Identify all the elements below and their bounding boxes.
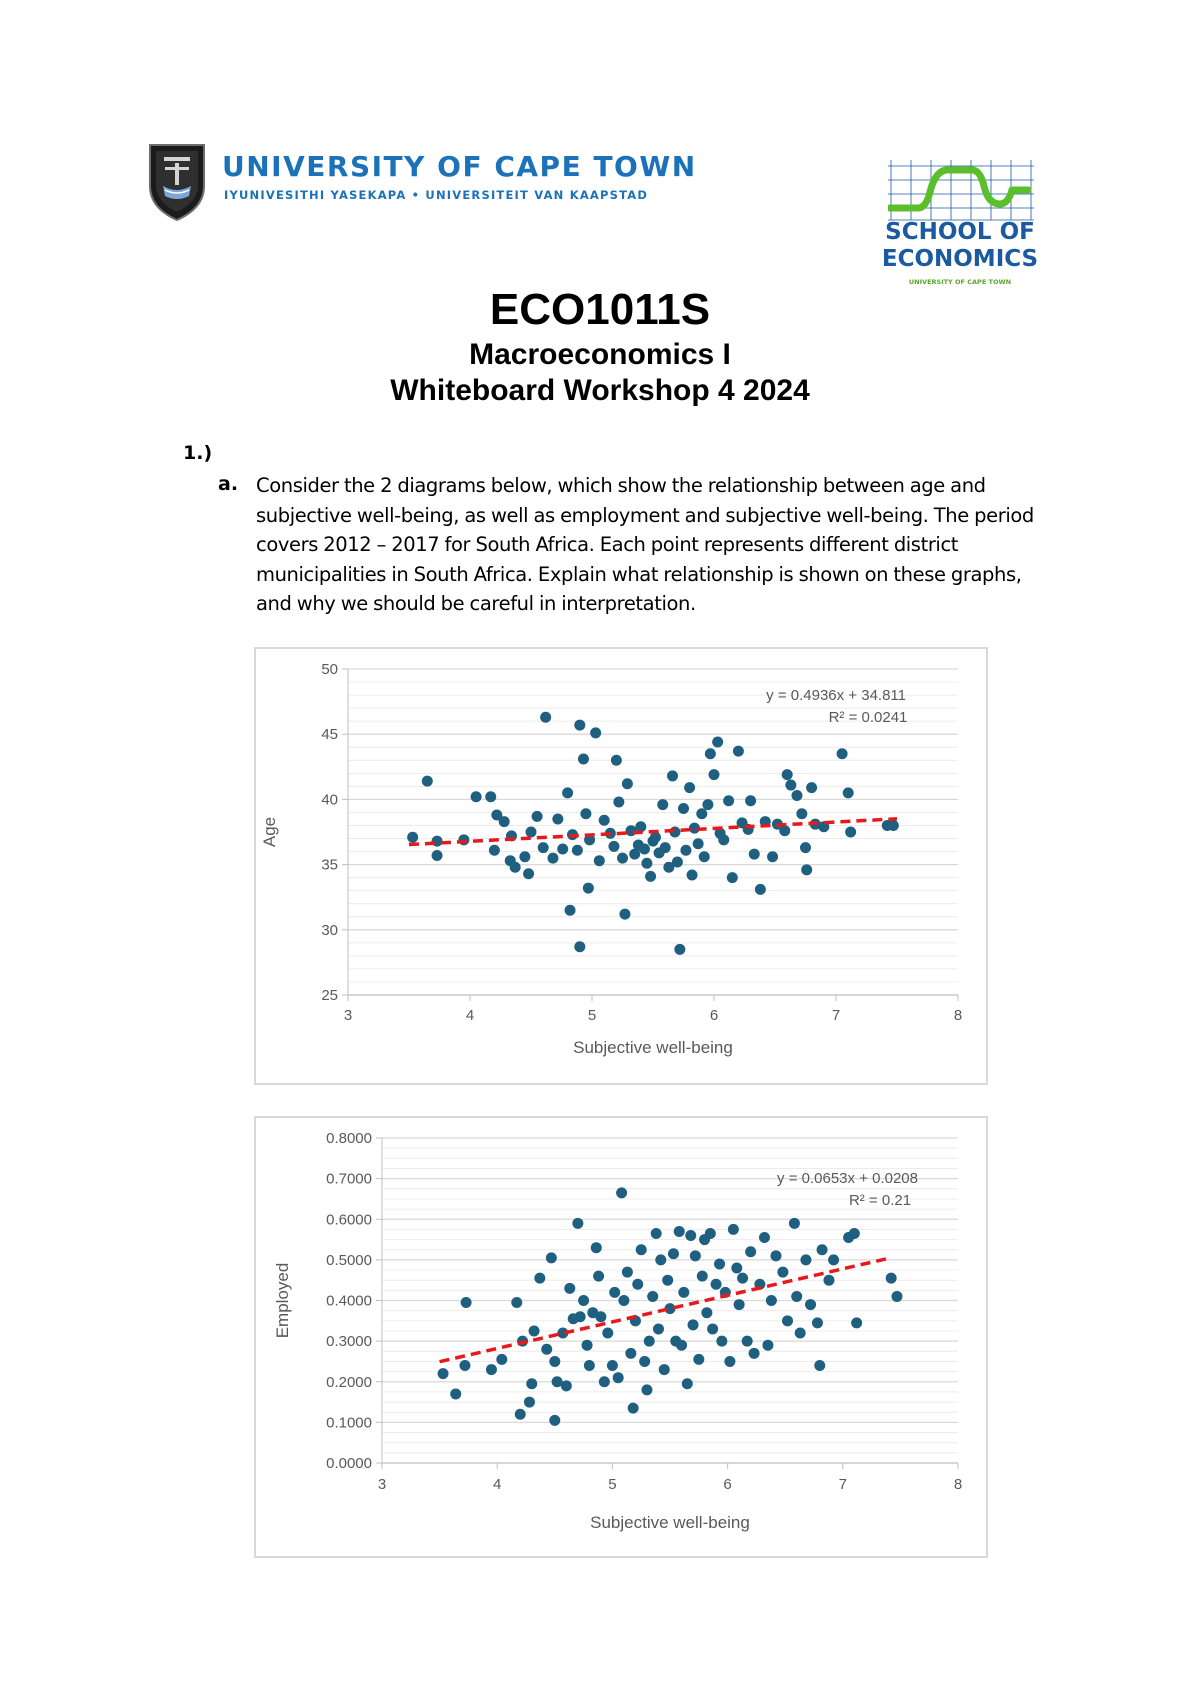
data-point [770, 1250, 781, 1261]
data-point [594, 855, 605, 866]
data-point [705, 748, 716, 759]
data-point [705, 1228, 716, 1239]
data-point [616, 1187, 627, 1198]
data-point [800, 842, 811, 853]
y-tick-label: 40 [321, 791, 338, 809]
soe-logo [888, 156, 1034, 228]
data-point [622, 778, 633, 789]
data-point [486, 1364, 497, 1375]
data-point [742, 1336, 753, 1347]
x-tick-label: 7 [838, 1476, 847, 1493]
data-point [628, 1403, 639, 1414]
data-point [674, 944, 685, 955]
data-point [687, 870, 698, 881]
data-point [499, 816, 510, 827]
r-squared-label: R² = 0.0241 [828, 709, 908, 726]
data-point [438, 1368, 449, 1379]
data-point [718, 834, 729, 845]
y-tick-label: 30 [321, 921, 338, 939]
data-point [806, 782, 817, 793]
x-tick-label: 3 [343, 1007, 353, 1024]
data-point [674, 1226, 685, 1237]
data-point [578, 753, 589, 764]
data-point [696, 808, 707, 819]
x-tick-label: 8 [953, 1007, 963, 1024]
data-point [526, 1378, 537, 1389]
data-point [645, 871, 656, 882]
workshop-title: Whiteboard Workshop 4 2024 [390, 374, 810, 407]
y-tick-label: 0.3000 [326, 1333, 372, 1351]
x-axis-title: Subjective well-being [573, 1038, 733, 1057]
data-point [422, 776, 433, 787]
data-point [590, 727, 601, 738]
y-axis-title: Age [260, 816, 279, 848]
data-point [471, 791, 482, 802]
data-point [608, 841, 619, 852]
data-point [791, 1291, 802, 1302]
data-point [851, 1317, 862, 1328]
data-point [524, 1397, 535, 1408]
data-point [801, 864, 812, 875]
data-point [779, 825, 790, 836]
data-point [595, 1311, 606, 1322]
data-point [805, 1299, 816, 1310]
data-point [712, 737, 723, 748]
employed-chart-frame [254, 1116, 988, 1558]
data-point [532, 811, 543, 822]
data-point [749, 1348, 760, 1359]
data-point [668, 1248, 679, 1259]
data-point [547, 853, 558, 864]
data-point [613, 1372, 624, 1383]
data-point [602, 1328, 613, 1339]
data-point [599, 1376, 610, 1387]
course-name: Macroeconomics I [469, 338, 731, 371]
data-point [678, 1287, 689, 1298]
data-point [549, 1356, 560, 1367]
data-point [549, 1415, 560, 1426]
data-point [572, 1218, 583, 1229]
data-point [432, 850, 443, 861]
data-point [510, 862, 521, 873]
data-point [565, 905, 576, 916]
data-point [789, 1218, 800, 1229]
trendline [440, 1258, 889, 1361]
data-point [609, 1287, 620, 1298]
data-point [791, 790, 802, 801]
data-point [618, 1295, 629, 1306]
data-point [519, 851, 530, 862]
data-point [538, 842, 549, 853]
data-point [759, 1232, 770, 1243]
y-tick-label: 35 [321, 856, 338, 874]
data-point [529, 1325, 540, 1336]
data-point [540, 712, 551, 723]
data-point [583, 883, 594, 894]
data-point [785, 780, 796, 791]
data-point [461, 1297, 472, 1308]
data-point [617, 853, 628, 864]
trend-equation: y = 0.4936x + 34.811 [766, 687, 906, 704]
data-point [622, 1267, 633, 1278]
data-point [641, 1384, 652, 1395]
data-point [647, 1291, 658, 1302]
data-point [450, 1388, 461, 1399]
data-point [523, 868, 534, 879]
y-tick-label: 50 [321, 661, 338, 678]
data-point [526, 827, 537, 838]
data-point [407, 832, 418, 843]
data-point [685, 1230, 696, 1241]
data-point [678, 803, 689, 814]
data-point [749, 849, 760, 860]
data-point [711, 1279, 722, 1290]
data-point [886, 1273, 897, 1284]
data-point [575, 1311, 586, 1322]
data-point [755, 884, 766, 895]
data-point [690, 1250, 701, 1261]
y-tick-label: 0.2000 [326, 1373, 372, 1391]
age-chart-frame [254, 647, 988, 1085]
data-point [782, 1315, 793, 1326]
x-tick-label: 5 [587, 1007, 597, 1024]
data-point [823, 1275, 834, 1286]
data-point [489, 845, 500, 856]
x-tick-label: 4 [493, 1476, 502, 1493]
data-point [561, 1380, 572, 1391]
x-tick-label: 6 [723, 1476, 732, 1493]
r-squared-label: R² = 0.21 [848, 1192, 912, 1209]
y-tick-label: 45 [321, 726, 338, 744]
data-point [676, 1340, 687, 1351]
data-point [795, 1328, 806, 1339]
data-point [682, 1378, 693, 1389]
data-point [639, 1356, 650, 1367]
uct-logo [147, 142, 207, 222]
soe-graph-icon [888, 156, 1034, 228]
data-point [639, 843, 650, 854]
age-scatter-chart [256, 649, 986, 1083]
x-tick-label: 4 [465, 1007, 475, 1024]
data-point [891, 1291, 902, 1302]
data-point [777, 1267, 788, 1278]
data-point [762, 1340, 773, 1351]
data-point [552, 813, 563, 824]
data-point [800, 1254, 811, 1265]
data-point [599, 815, 610, 826]
data-point [688, 1319, 699, 1330]
data-point [562, 787, 573, 798]
data-point [578, 1295, 589, 1306]
data-point [888, 820, 899, 831]
data-point [546, 1252, 557, 1263]
data-point [849, 1228, 860, 1239]
data-point [684, 782, 695, 793]
data-point [697, 1271, 708, 1282]
y-tick-label: 0.5000 [326, 1251, 372, 1269]
data-point [693, 1354, 704, 1365]
data-point [625, 1348, 636, 1359]
data-point [733, 746, 744, 757]
question-text: Consider the 2 diagrams below, which show the relationship between age and subjective well-being, as well as employment and subjective well-being. The period covers 2012 – 2017 for South Africa. Each point represents different district municipalities in South Africa. Explain what relationship is shown on these graphs, and why we should be careful in interpretation. [256, 474, 1034, 615]
data-point [574, 720, 585, 731]
data-point [845, 827, 856, 838]
data-point [707, 1323, 718, 1334]
data-point [626, 825, 637, 836]
data-point [724, 1356, 735, 1367]
data-point [714, 1258, 725, 1269]
data-point [613, 797, 624, 808]
data-point [812, 1317, 823, 1328]
data-point [485, 791, 496, 802]
question-letter: a. [218, 473, 239, 495]
data-point [611, 755, 622, 766]
data-point [607, 1360, 618, 1371]
y-tick-label: 0.4000 [326, 1292, 372, 1310]
data-point [657, 799, 668, 810]
data-point [644, 1336, 655, 1347]
data-point [582, 1340, 593, 1351]
data-point [843, 787, 854, 798]
soe-subtitle: UNIVERSITY OF CAPE TOWN [908, 278, 1012, 286]
data-point [662, 1275, 673, 1286]
uct-name: UNIVERSITY OF CAPE TOWN [222, 150, 697, 183]
x-tick-label: 3 [377, 1476, 387, 1493]
x-tick-label: 5 [608, 1476, 617, 1493]
data-point [667, 770, 678, 781]
data-point [814, 1360, 825, 1371]
data-point [511, 1297, 522, 1308]
soe-line1: SCHOOL OF [885, 219, 1035, 245]
data-point [767, 851, 778, 862]
data-point [837, 748, 848, 759]
y-tick-label: 0.7000 [326, 1170, 372, 1188]
data-point [723, 795, 734, 806]
x-axis-title: Subjective well-being [590, 1513, 750, 1532]
soe-line2: ECONOMICS [881, 246, 1039, 272]
data-point [653, 1323, 664, 1334]
x-tick-label: 8 [953, 1476, 963, 1493]
y-axis-title: Employed [273, 1262, 292, 1339]
data-point [591, 1242, 602, 1253]
data-point [716, 1336, 727, 1347]
data-point [745, 1246, 756, 1257]
y-tick-label: 0.8000 [326, 1130, 372, 1147]
trend-equation: y = 0.0653x + 0.0208 [777, 1170, 918, 1187]
data-point [728, 1224, 739, 1235]
data-point [660, 842, 671, 853]
data-point [734, 1299, 745, 1310]
data-point [828, 1254, 839, 1265]
data-point [727, 872, 738, 883]
data-point [709, 769, 720, 780]
data-point [515, 1409, 526, 1420]
data-point [584, 1360, 595, 1371]
data-point [737, 1273, 748, 1284]
question-number: 1.) [183, 442, 213, 464]
x-tick-label: 7 [831, 1007, 841, 1024]
data-point [745, 795, 756, 806]
data-point [632, 1279, 643, 1290]
data-point [619, 909, 630, 920]
data-point [580, 808, 591, 819]
data-point [766, 1295, 777, 1306]
data-point [557, 843, 568, 854]
data-point [572, 845, 583, 856]
data-point [636, 1244, 647, 1255]
data-point [534, 1273, 545, 1284]
data-point [672, 856, 683, 867]
uct-subtitle: IYUNIVESITHI YASEKAPA • UNIVERSITEIT VAN KAAPSTAD [224, 188, 649, 202]
data-point [496, 1354, 507, 1365]
y-tick-label: 0.1000 [326, 1414, 372, 1432]
data-point [641, 858, 652, 869]
course-code: ECO1011S [489, 285, 711, 334]
y-tick-label: 0.0000 [326, 1455, 372, 1472]
data-point [655, 1254, 666, 1265]
data-point [651, 1228, 662, 1239]
data-point [541, 1344, 552, 1355]
data-point [659, 1364, 670, 1375]
employed-scatter-chart [256, 1118, 986, 1556]
data-point [680, 845, 691, 856]
uct-shield-icon [147, 142, 207, 222]
data-point [701, 1307, 712, 1318]
y-tick-label: 25 [321, 987, 338, 1004]
data-point [699, 851, 710, 862]
y-tick-label: 0.6000 [326, 1211, 372, 1229]
data-point [458, 834, 469, 845]
data-point [459, 1360, 470, 1371]
data-point [702, 799, 713, 810]
data-point [593, 1271, 604, 1282]
data-point [564, 1283, 575, 1294]
x-tick-label: 6 [709, 1007, 719, 1024]
data-point [782, 769, 793, 780]
data-point [731, 1263, 742, 1274]
data-point [693, 838, 704, 849]
data-point [796, 808, 807, 819]
data-point [817, 1244, 828, 1255]
data-point [574, 941, 585, 952]
